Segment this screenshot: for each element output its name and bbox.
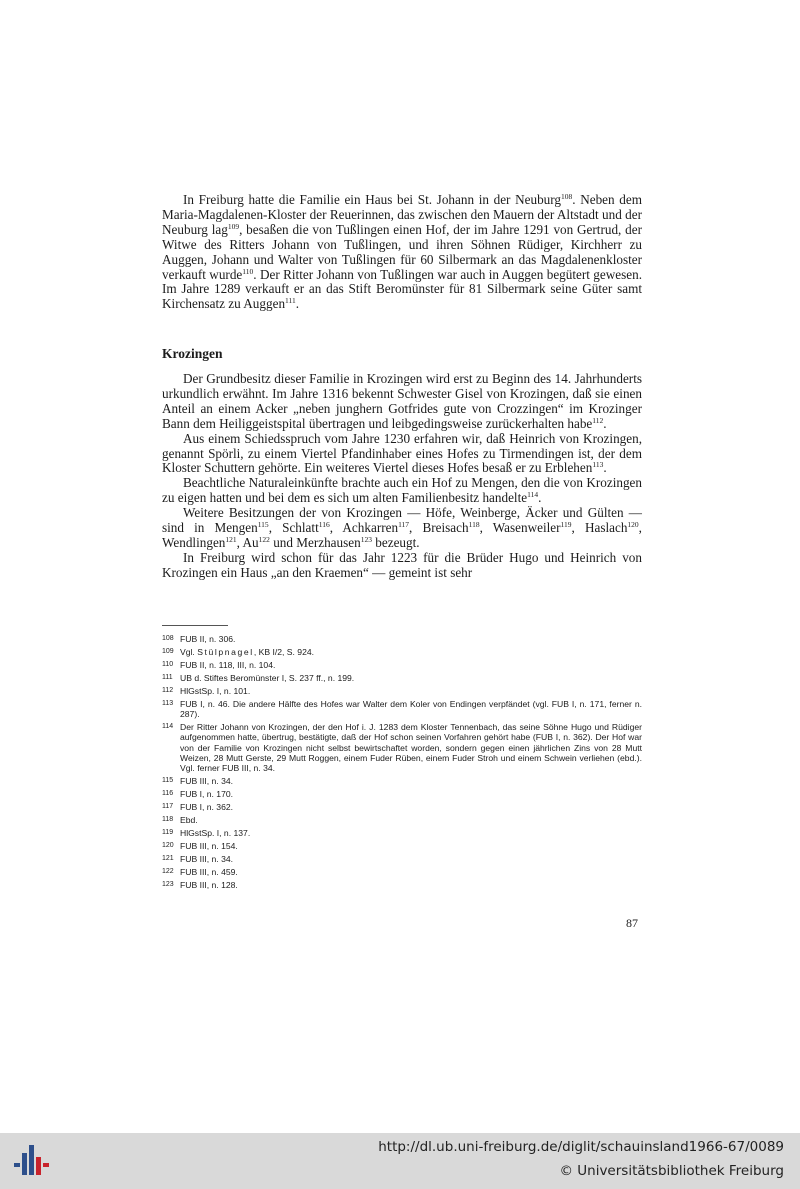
footnote-text: FUB II, n. 306. bbox=[180, 634, 236, 644]
footnote-divider bbox=[162, 625, 228, 626]
footnote-ref[interactable]: 114 bbox=[527, 490, 539, 500]
text: . Neben dem Maria-Magdalenen-Kloster der Reuerinnen, das zwischen den Mauern der Altstadt und der Neuburg lag bbox=[162, 192, 642, 237]
footnote-number: 112 bbox=[162, 687, 174, 694]
footnote-ref[interactable]: 109 bbox=[227, 221, 240, 231]
footnote-number: 116 bbox=[162, 790, 174, 798]
footnote-text: FUB III, n. 128. bbox=[180, 880, 238, 891]
footnote bbox=[162, 776, 642, 786]
footnote-text: FUB I, n. 362. bbox=[180, 802, 234, 813]
footnote-number: 122 bbox=[162, 868, 174, 876]
section-heading: Krozingen bbox=[162, 346, 223, 361]
footnote-number: 121 bbox=[162, 855, 174, 863]
author-name: Stülpnagel bbox=[197, 647, 254, 657]
footnote-ref[interactable]: 111 bbox=[285, 296, 296, 306]
footnote bbox=[162, 815, 642, 825]
footnote-prefix: Vgl. bbox=[180, 647, 198, 657]
viewer-footer bbox=[0, 1133, 800, 1189]
footnote bbox=[162, 634, 642, 644]
footnote bbox=[162, 647, 642, 657]
footnote-number: 115 bbox=[162, 777, 174, 785]
paragraph-naturaleinkuenfte bbox=[162, 476, 642, 506]
paragraph-grundbesitz bbox=[162, 372, 642, 432]
section-body bbox=[162, 372, 642, 581]
text: . bbox=[603, 415, 607, 431]
footnote-text: Ebd. bbox=[180, 815, 198, 826]
page-number: 87 bbox=[626, 916, 638, 930]
footnote-text: HlGstSp. I, n. 101. bbox=[180, 686, 251, 696]
footnote-text: UB d. Stiftes Beromünster I, S. 237 ff., n. 199. bbox=[180, 673, 355, 683]
footnote-ref[interactable]: 120 bbox=[627, 520, 639, 530]
footnote-number: 118 bbox=[162, 816, 174, 824]
text: . bbox=[603, 460, 607, 476]
paragraph-schiedsspruch bbox=[162, 432, 642, 477]
footnote bbox=[162, 828, 642, 838]
footnote-ref[interactable]: 122 bbox=[258, 534, 270, 544]
text: . Der Ritter Johann von Tußlingen war auch in Auggen begütert gewesen. Im Jahre 1289 verkauft er an das Stift Beromünster für 81 Silbermark seine Güter samt Kirchensatz zu Auggen bbox=[162, 266, 643, 312]
footnote bbox=[162, 841, 642, 851]
footnote-number: 120 bbox=[162, 842, 174, 850]
footnote-number: 108 bbox=[162, 635, 174, 642]
footnote-text: FUB II, n. 118, III, n. 104. bbox=[180, 660, 276, 670]
footnote-number: 123 bbox=[162, 881, 174, 889]
text: . bbox=[295, 296, 300, 312]
footnote-ref[interactable]: 112 bbox=[592, 415, 604, 425]
footnote bbox=[162, 722, 642, 773]
footnote bbox=[162, 686, 642, 696]
footnote bbox=[162, 789, 642, 799]
footnotes bbox=[162, 634, 642, 893]
footnote bbox=[162, 673, 642, 683]
footnote-number: 113 bbox=[162, 700, 174, 707]
text: . bbox=[538, 490, 542, 506]
footnote bbox=[162, 854, 642, 864]
text: , Haslach bbox=[571, 520, 628, 536]
footnote-ref[interactable]: 110 bbox=[242, 266, 254, 276]
footnote bbox=[162, 660, 642, 670]
footnote-ref[interactable]: 121 bbox=[225, 534, 237, 544]
text: In Freiburg wird schon für das Jahr 1223 für die Brüder Hugo und Heinrich von Krozingen ein Haus „an den Kraemen“ — gemeint ist sehr bbox=[162, 549, 642, 580]
text: , Au bbox=[236, 534, 259, 550]
text: , Achkarren bbox=[329, 520, 399, 536]
footnote-number: 110 bbox=[162, 661, 174, 668]
footnote-ref[interactable]: 117 bbox=[398, 520, 410, 530]
source-url-link[interactable]: http://dl.ub.uni-freiburg.de/diglit/schauinsland1966-67/0089 bbox=[378, 1139, 784, 1155]
footnote-number: 117 bbox=[162, 803, 174, 811]
ub-freiburg-logo-icon bbox=[12, 1141, 52, 1181]
text: Aus einem Schiedsspruch vom Jahre 1230 erfahren wir, daß Heinrich von Krozingen, genannt Spörli, zu einem Viertel Pfandinhaber eines Hofes zu Tirmendingen ist, der dem Kloster Schuttern gehörte. Ein weiteres Viertel dieses Hofes besaß er zu Erblehen bbox=[162, 430, 642, 476]
paragraph-besitzungen bbox=[162, 506, 642, 551]
footnote-number: 109 bbox=[162, 648, 174, 655]
footnote-ref[interactable]: 113 bbox=[592, 460, 604, 470]
footnote-number: 111 bbox=[162, 674, 173, 681]
text: , Breisach bbox=[409, 520, 469, 536]
footnote-ref[interactable]: 116 bbox=[318, 520, 330, 530]
text: Der Grundbesitz dieser Familie in Krozingen wird erst zu Beginn des 14. Jahrhunderts urkundlich erwähnt. Im Jahre 1316 bekennt Schwester Gisel von Krozingen, daß sie einen Anteil an einem Acker „neben junghern Gotfrides gute von Crozzingen“ im Krozinger Bann dem Heiliggeistspital übertragen und leibgedingsweise zurückerhalten habe bbox=[162, 371, 642, 431]
paragraph-haus-freiburg bbox=[162, 551, 642, 581]
footnote-text bbox=[180, 647, 642, 657]
footnote-text: FUB III, n. 34. bbox=[180, 854, 234, 865]
text: , Wasenweiler bbox=[479, 520, 561, 536]
footnote-text: FUB III, n. 34. bbox=[180, 776, 234, 787]
footnote-text: Der Ritter Johann von Krozingen, der den Hof i. J. 1283 dem Kloster Tennenbach, das seine Söhne Hugo und Rüdiger aufgenommen hatte, übertrug, bestätigte, daß der Hof schon seinen Vorfahren gehört habe (FUB I, n. 362). Der Hof war von der Familie von Krozingen nicht selbst bewirtschaftet worden, sondern gegen einen jährlichen Zins von 28 Mutt Weizen, 28 Mutt Gerste, 29 Mutt Roggen, einem Fuder Rüben, einem Fuder Stroh und einem Schwein verliehen (ebd.). Vgl. ferner FUB III, n. 34. bbox=[180, 722, 642, 774]
footnote-text: FUB I, n. 170. bbox=[180, 789, 234, 800]
footnote bbox=[162, 802, 642, 812]
text: bezeugt. bbox=[371, 534, 420, 550]
footnote-text: FUB III, n. 154. bbox=[180, 841, 238, 852]
text: und Merzhausen bbox=[269, 534, 361, 550]
text: Beachtliche Naturaleinkünfte brachte auch ein Hof zu Mengen, den die von Krozingen zu eigen hatten und bei dem es sich um alten Familienbesitz handelte bbox=[162, 475, 642, 506]
footnote bbox=[162, 867, 642, 877]
copyright-text: © Universitätsbibliothek Freiburg bbox=[559, 1163, 784, 1179]
footnote-ref[interactable]: 118 bbox=[468, 520, 480, 530]
footnote-number: 119 bbox=[162, 829, 174, 837]
footnote-number: 114 bbox=[162, 723, 174, 731]
footnote-rest: , KB I/2, S. 924. bbox=[253, 647, 315, 657]
footnote-ref[interactable]: 119 bbox=[560, 520, 572, 530]
footnote-ref[interactable]: 108 bbox=[561, 192, 573, 201]
text: In Freiburg hatte die Familie ein Haus bei St. Johann in der Neuburg bbox=[183, 192, 562, 207]
text: , besaßen die von Tußlingen einen Hof, der im Jahre 1291 von Gertrud, der Witwe des Ritters Johann von Tußlingen, und ihren Söhnen Rüdiger, Kirchherr zu Auggen, Johann und Walter von Tußlingen für 60 Silbermark an das Magdalenenkloster verkauft wurde bbox=[162, 221, 642, 282]
paragraph-freiburg bbox=[162, 193, 642, 312]
footnote bbox=[162, 880, 642, 890]
text: Weitere Besitzungen der von Krozingen — Höfe, Weinberge, Äcker und Gülten — sind in Mengen bbox=[162, 505, 642, 536]
footnote-text: FUB I, n. 46. Die andere Hälfte des Hofes war Walter dem Koler von Endingen verpfändet (vgl. FUB I, n. 171, ferner n. 287). bbox=[180, 699, 642, 720]
text: , Schlatt bbox=[268, 520, 319, 536]
text: , Wendlingen bbox=[162, 520, 642, 550]
footnote-text: FUB III, n. 459. bbox=[180, 867, 238, 878]
footnote bbox=[162, 699, 642, 719]
footnote-text: HlGstSp. I, n. 137. bbox=[180, 828, 251, 839]
footnote-ref[interactable]: 123 bbox=[360, 534, 372, 544]
footnote-ref[interactable]: 115 bbox=[257, 520, 269, 530]
